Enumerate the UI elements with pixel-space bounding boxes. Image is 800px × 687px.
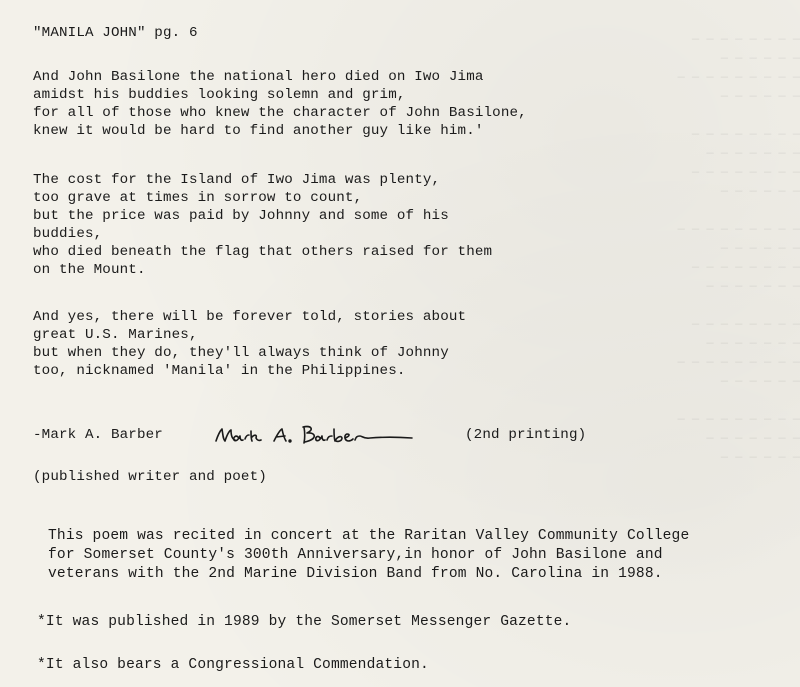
poem-line: amidst his buddies looking solemn and grim, (33, 87, 406, 103)
poem-line: And yes, there will be forever told, stories about (33, 309, 467, 325)
poem-line: for all of those who knew the character of John Basilone, (33, 105, 527, 121)
recital-note-line: veterans with the 2nd Marine Division Band from No. Carolina in 1988. (48, 566, 663, 582)
recital-note-line: for Somerset County's 300th Anniversary,in honor of John Basilone and (48, 547, 663, 563)
poem-line: knew it would be hard to find another guy like him.' (33, 123, 484, 139)
poem-line: who died beneath the flag that others raised for them (33, 244, 493, 260)
author-name: -Mark A. Barber (33, 427, 163, 443)
page-header: "MANILA JOHN" pg. 6 (33, 25, 198, 41)
poem-line: on the Mount. (33, 262, 146, 278)
recital-note-line: This poem was recited in concert at the Raritan Valley Community College (48, 528, 690, 544)
poem-line: And John Basilone the national hero died on Iwo Jima (33, 69, 484, 85)
poem-line: buddies, (33, 226, 103, 242)
publication-note: *It was published in 1989 by the Somerset Messenger Gazette. (37, 614, 572, 630)
bleed-through-texture: — — — — — — — — — — — — — — — — — — — — — — — — — — — — — — — — — — — — — — — — — — — — — — — — — — — — — — — — — — — — — — — — — — — — — — — — — — — — — — — — — — — — — — — — — — — — — — — — — — — — — — — — — — — — — — — — — — — — — — — — — — — — — — — — — — — — — — — — — — — — (677, 32, 800, 464)
poem-line: The cost for the Island of Iwo Jima was plenty, (33, 172, 441, 188)
printing-note: (2nd printing) (465, 427, 587, 443)
poem-line: too grave at times in sorrow to count, (33, 190, 363, 206)
commendation-note: *It also bears a Congressional Commendation. (37, 657, 429, 673)
handwritten-signature (212, 421, 424, 451)
poem-line: but when they do, they'll always think of Johnny (33, 345, 449, 361)
poem-line: but the price was paid by Johnny and some of his (33, 208, 449, 224)
author-description: (published writer and poet) (33, 469, 267, 485)
poem-line: great U.S. Marines, (33, 327, 198, 343)
poem-line: too, nicknamed 'Manila' in the Philippines. (33, 363, 406, 379)
